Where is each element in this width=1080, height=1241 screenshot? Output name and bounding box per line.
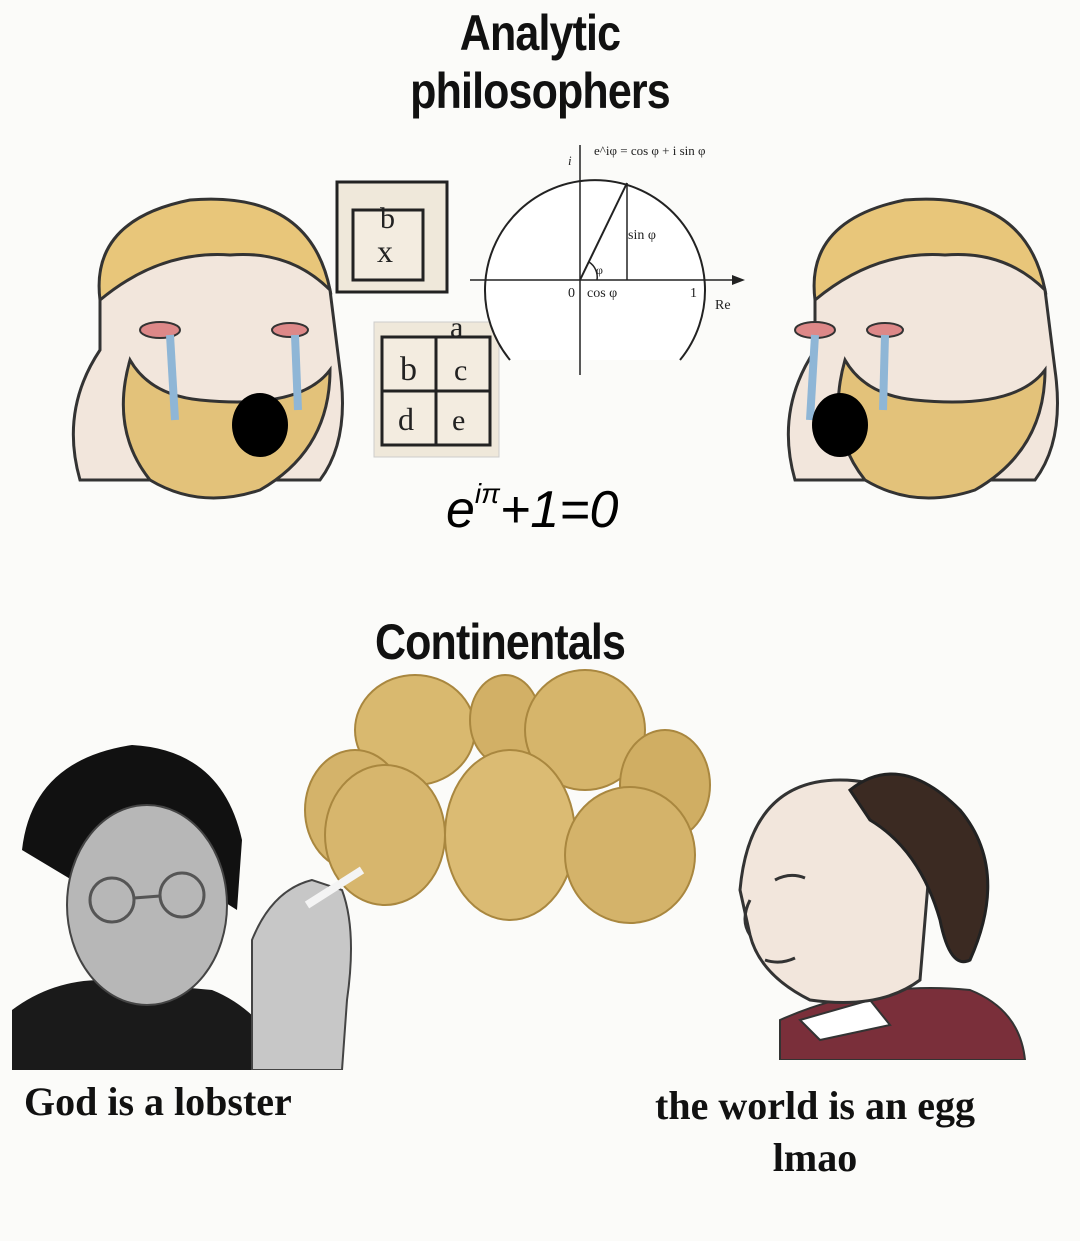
lobster-philosopher-portrait (12, 740, 367, 1070)
euler-exponent: iπ (474, 478, 500, 509)
svg-text:c: c (454, 354, 468, 387)
caption-world-is-an-egg (590, 1080, 1040, 1184)
egg-philosopher-wojak (720, 760, 1040, 1060)
svg-text:1: 1 (690, 286, 697, 301)
svg-text:b: b (400, 351, 417, 388)
euler-base: e (446, 481, 475, 539)
euler-rest: +1=0 (499, 481, 619, 539)
svg-text:x: x (377, 233, 393, 269)
crying-chad-right (755, 180, 1075, 510)
svg-text:e: e (452, 404, 466, 437)
svg-text:a: a (450, 312, 464, 344)
svg-text:0: 0 (568, 286, 575, 301)
frege-notation-box-1 (335, 180, 455, 300)
svg-text:e^iφ = cos φ + i sin φ: e^iφ = cos φ + i sin φ (594, 143, 706, 158)
continentals-title: Continentals (374, 614, 626, 670)
analytic-title-line2: philosophers (410, 63, 670, 119)
svg-text:Re: Re (715, 298, 731, 313)
euler-unit-circle (470, 135, 800, 375)
analytic-title (368, 4, 712, 120)
caption-right-line2: lmao (772, 1135, 858, 1180)
crying-chad-left (40, 180, 360, 510)
analytic-title-line1: Analytic (459, 5, 621, 61)
svg-text:sin φ: sin φ (628, 228, 656, 243)
svg-text:φ: φ (596, 263, 603, 277)
caption-right-line1: the world is an egg (655, 1083, 975, 1128)
svg-text:d: d (398, 401, 414, 437)
svg-text:cos φ: cos φ (587, 286, 618, 301)
svg-text:i: i (568, 153, 572, 168)
euler-identity (446, 478, 618, 548)
caption-god-is-a-lobster: God is a lobster (24, 1079, 292, 1124)
svg-text:b: b (380, 202, 395, 235)
